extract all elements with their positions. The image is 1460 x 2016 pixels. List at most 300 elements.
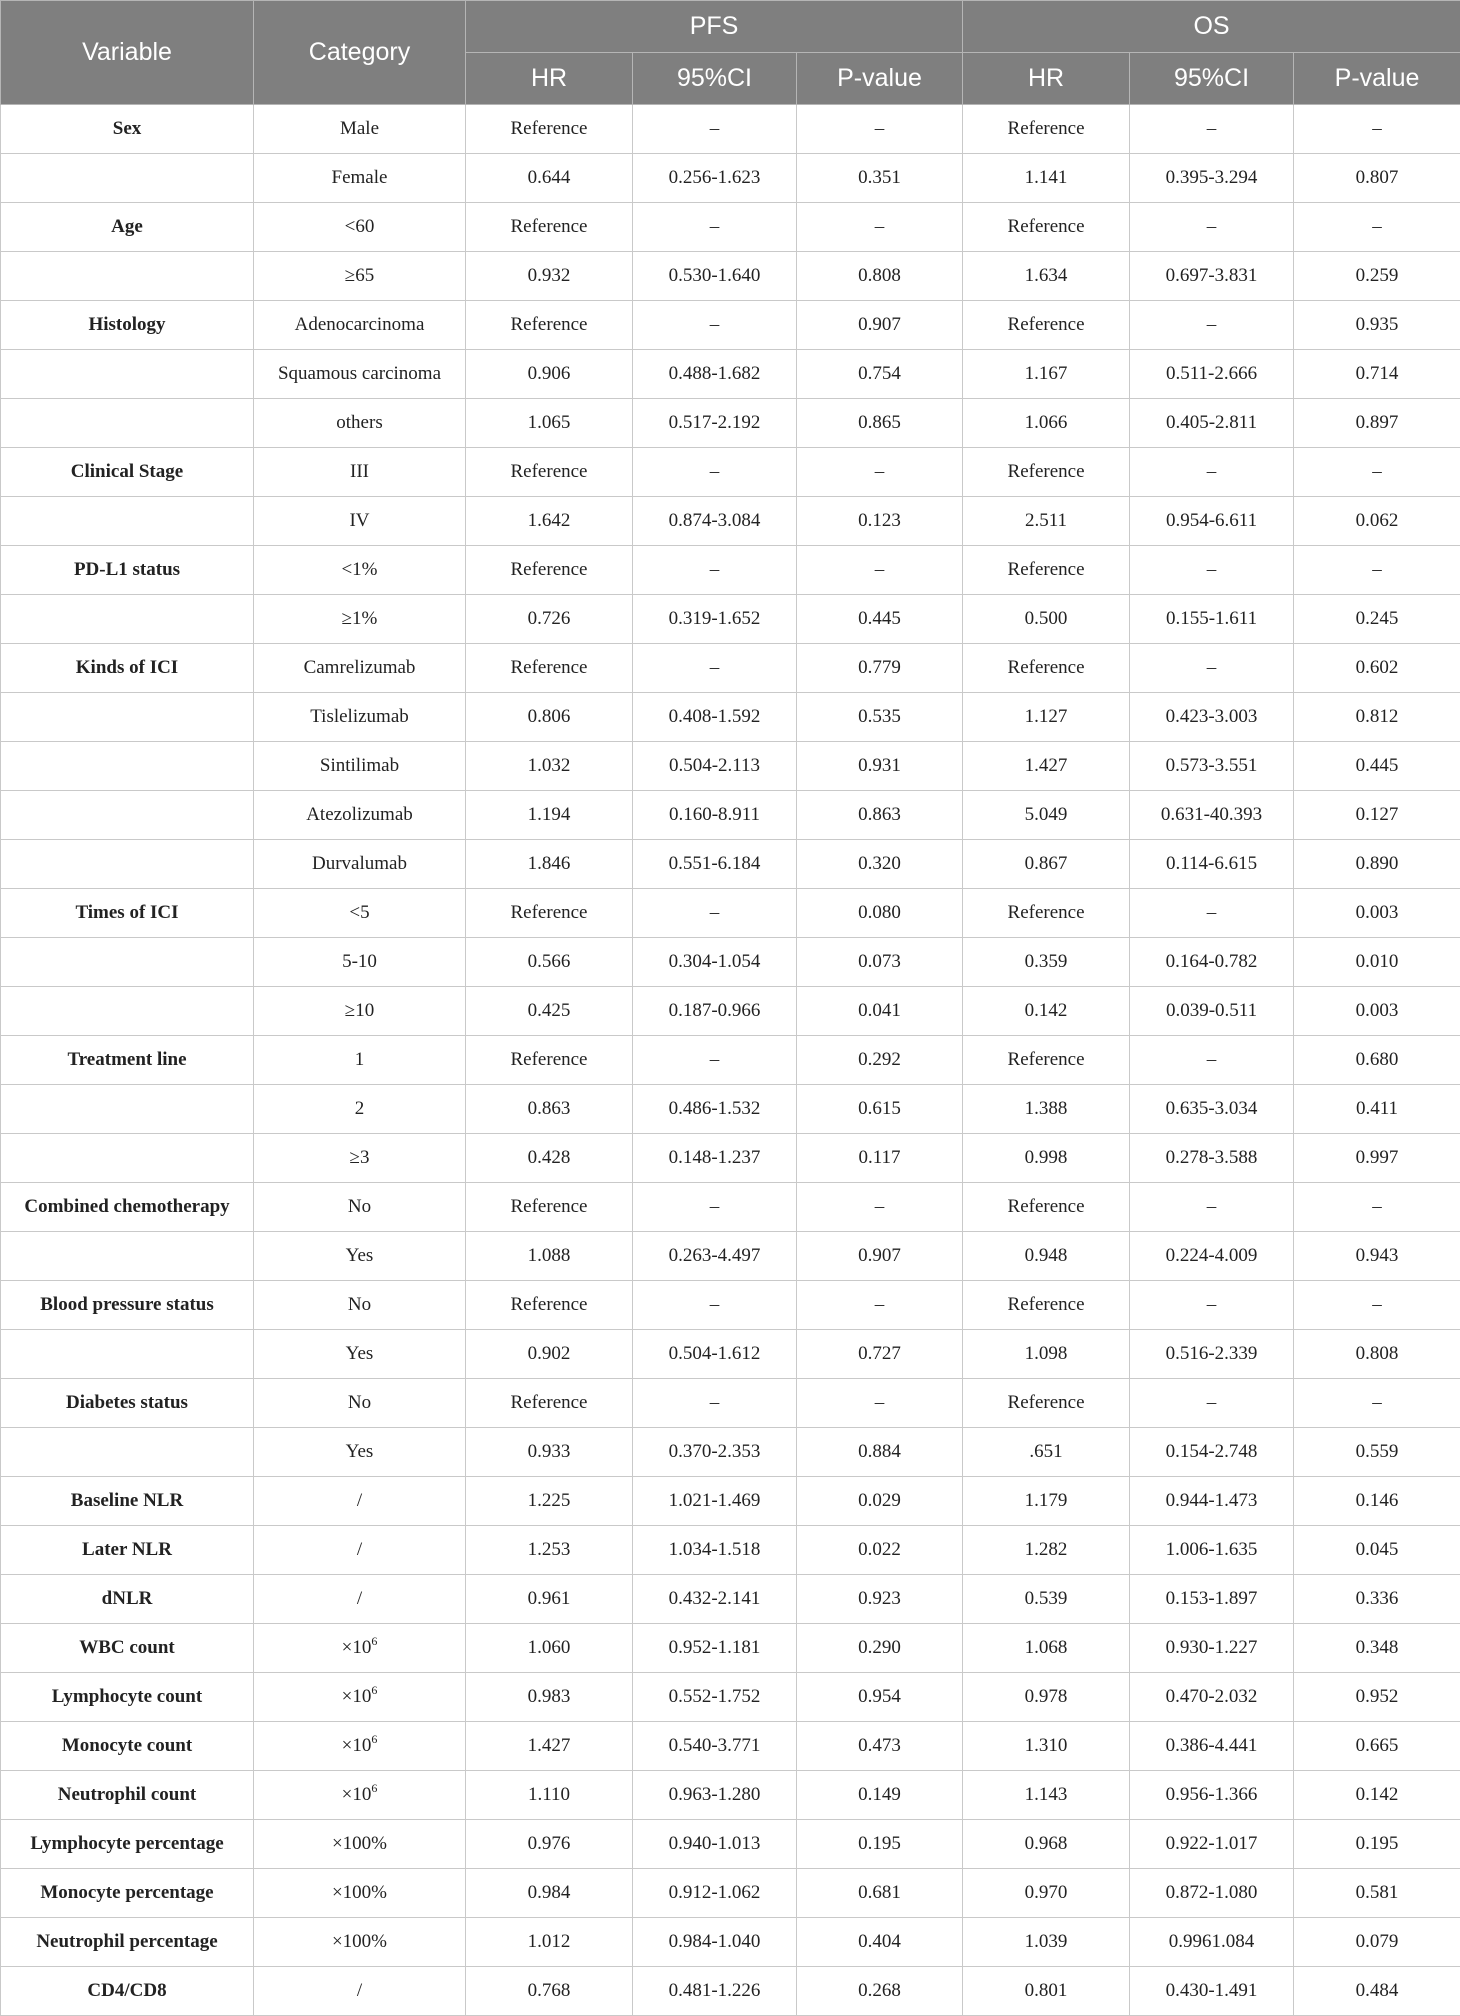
category-cell: / [254, 1967, 466, 2016]
pfs-p-cell: 0.123 [797, 497, 963, 546]
category-cell: <60 [254, 203, 466, 252]
category-cell: ×100% [254, 1869, 466, 1918]
os-hr-cell: Reference [963, 546, 1130, 595]
os-p-cell: 0.812 [1294, 693, 1460, 742]
os-ci-cell: 0.386-4.441 [1130, 1722, 1294, 1771]
variable-cell [1, 938, 254, 987]
category-cell: Yes [254, 1232, 466, 1281]
os-p-cell: – [1294, 203, 1460, 252]
os-p-cell: 0.245 [1294, 595, 1460, 644]
table-row [1, 938, 1460, 987]
os-ci-cell: 0.395-3.294 [1130, 154, 1294, 203]
os-ci-cell: 0.423-3.003 [1130, 693, 1294, 742]
variable-cell: Monocyte percentage [1, 1869, 254, 1918]
pfs-p-cell: – [797, 1281, 963, 1330]
table-row [1, 203, 1460, 252]
pfs-ci-cell: – [633, 301, 797, 350]
table-row [1, 301, 1460, 350]
os-p-cell: 0.411 [1294, 1085, 1460, 1134]
category-cell: ≥3 [254, 1134, 466, 1183]
header-variable: Variable [1, 1, 254, 105]
variable-cell [1, 742, 254, 791]
variable-cell: Lymphocyte count [1, 1673, 254, 1722]
pfs-ci-cell: 0.940-1.013 [633, 1820, 797, 1869]
pfs-ci-cell: 0.963-1.280 [633, 1771, 797, 1820]
pfs-hr-cell: 0.983 [466, 1673, 633, 1722]
table-row [1, 1722, 1460, 1771]
os-ci-cell: 0.039-0.511 [1130, 987, 1294, 1036]
pfs-p-cell: 0.117 [797, 1134, 963, 1183]
os-p-cell: 0.581 [1294, 1869, 1460, 1918]
os-p-cell: 0.714 [1294, 350, 1460, 399]
exponent: 6 [371, 1634, 377, 1648]
category-cell: Squamous carcinoma [254, 350, 466, 399]
pfs-p-cell: 0.863 [797, 791, 963, 840]
category-cell: ≥65 [254, 252, 466, 301]
os-hr-cell: 1.634 [963, 252, 1130, 301]
pfs-p-cell: 0.954 [797, 1673, 963, 1722]
os-hr-cell: 0.968 [963, 1820, 1130, 1869]
exponent: 6 [371, 1781, 377, 1795]
pfs-ci-cell: – [633, 1183, 797, 1232]
os-hr-cell: .651 [963, 1428, 1130, 1477]
pfs-hr-cell: Reference [466, 1036, 633, 1085]
pfs-hr-cell: 0.976 [466, 1820, 633, 1869]
os-hr-cell: 0.998 [963, 1134, 1130, 1183]
os-ci-cell: 0.516-2.339 [1130, 1330, 1294, 1379]
pfs-p-cell: 0.149 [797, 1771, 963, 1820]
pfs-p-cell: 0.290 [797, 1624, 963, 1673]
variable-cell: Treatment line [1, 1036, 254, 1085]
category-cell: 5-10 [254, 938, 466, 987]
category-text: ×10 [342, 1686, 372, 1707]
category-cell: Camrelizumab [254, 644, 466, 693]
category-cell: Yes [254, 1330, 466, 1379]
os-hr-cell: 1.141 [963, 154, 1130, 203]
variable-cell [1, 595, 254, 644]
os-ci-cell: 0.930-1.227 [1130, 1624, 1294, 1673]
os-ci-cell: 0.944-1.473 [1130, 1477, 1294, 1526]
category-cell: No [254, 1183, 466, 1232]
os-p-cell: 0.943 [1294, 1232, 1460, 1281]
table-row [1, 1918, 1460, 1967]
pfs-hr-cell: 0.961 [466, 1575, 633, 1624]
table-row [1, 791, 1460, 840]
pfs-hr-cell: 1.060 [466, 1624, 633, 1673]
pfs-p-cell: 0.195 [797, 1820, 963, 1869]
table-row [1, 693, 1460, 742]
os-hr-cell: 1.068 [963, 1624, 1130, 1673]
variable-cell: Sex [1, 105, 254, 154]
table-row [1, 1967, 1460, 2016]
pfs-p-cell: 0.445 [797, 595, 963, 644]
pfs-hr-cell: 0.806 [466, 693, 633, 742]
pfs-ci-cell: 0.551-6.184 [633, 840, 797, 889]
category-text: ×10 [342, 1735, 372, 1756]
os-ci-cell: 0.164-0.782 [1130, 938, 1294, 987]
category-cell: Female [254, 154, 466, 203]
table-row [1, 1330, 1460, 1379]
pfs-p-cell: 0.029 [797, 1477, 963, 1526]
table-row [1, 1085, 1460, 1134]
pfs-hr-cell: 0.428 [466, 1134, 633, 1183]
pfs-ci-cell: – [633, 448, 797, 497]
os-ci-cell: 0.697-3.831 [1130, 252, 1294, 301]
pfs-hr-cell: 0.644 [466, 154, 633, 203]
pfs-p-cell: 0.931 [797, 742, 963, 791]
os-ci-cell: 0.954-6.611 [1130, 497, 1294, 546]
os-ci-cell: – [1130, 1379, 1294, 1428]
pfs-p-cell: 0.779 [797, 644, 963, 693]
os-p-cell: 0.680 [1294, 1036, 1460, 1085]
pfs-ci-cell: – [633, 105, 797, 154]
os-hr-cell: Reference [963, 889, 1130, 938]
table-row [1, 105, 1460, 154]
variable-cell [1, 1428, 254, 1477]
pfs-hr-cell: 1.846 [466, 840, 633, 889]
pfs-p-cell: – [797, 105, 963, 154]
category-cell [254, 1722, 466, 1771]
os-ci-cell: 0.278-3.588 [1130, 1134, 1294, 1183]
os-hr-cell: Reference [963, 1281, 1130, 1330]
table-row [1, 1575, 1460, 1624]
category-cell [254, 1673, 466, 1722]
table-row [1, 1477, 1460, 1526]
os-hr-cell: 1.039 [963, 1918, 1130, 1967]
os-hr-cell: 1.179 [963, 1477, 1130, 1526]
category-cell: 2 [254, 1085, 466, 1134]
pfs-p-cell: 0.535 [797, 693, 963, 742]
pfs-ci-cell: – [633, 644, 797, 693]
variable-cell: Baseline NLR [1, 1477, 254, 1526]
table-row [1, 1673, 1460, 1722]
os-ci-cell: 0.155-1.611 [1130, 595, 1294, 644]
pfs-ci-cell: 0.952-1.181 [633, 1624, 797, 1673]
table-row [1, 1624, 1460, 1673]
pfs-hr-cell: 0.425 [466, 987, 633, 1036]
pfs-hr-cell: Reference [466, 644, 633, 693]
pfs-p-cell: 0.268 [797, 1967, 963, 2016]
pfs-p-cell: – [797, 546, 963, 595]
category-cell: Durvalumab [254, 840, 466, 889]
category-cell: Sintilimab [254, 742, 466, 791]
os-ci-cell: – [1130, 644, 1294, 693]
os-hr-cell: 1.167 [963, 350, 1130, 399]
pfs-p-cell: – [797, 1183, 963, 1232]
table-row [1, 1526, 1460, 1575]
category-cell: / [254, 1526, 466, 1575]
os-ci-cell: 0.114-6.615 [1130, 840, 1294, 889]
category-cell: Tislelizumab [254, 693, 466, 742]
os-ci-cell: – [1130, 1281, 1294, 1330]
category-cell: ≥10 [254, 987, 466, 1036]
pfs-ci-cell: 0.256-1.623 [633, 154, 797, 203]
pfs-ci-cell: 0.148-1.237 [633, 1134, 797, 1183]
os-ci-cell: 0.511-2.666 [1130, 350, 1294, 399]
pfs-ci-cell: – [633, 1379, 797, 1428]
table-row [1, 1036, 1460, 1085]
pfs-hr-cell: Reference [466, 889, 633, 938]
header-category: Category [254, 1, 466, 105]
pfs-ci-cell: 1.021-1.469 [633, 1477, 797, 1526]
os-p-cell: 0.935 [1294, 301, 1460, 350]
pfs-hr-cell: 1.427 [466, 1722, 633, 1771]
table-row [1, 1281, 1460, 1330]
category-cell: IV [254, 497, 466, 546]
os-ci-cell: 0.153-1.897 [1130, 1575, 1294, 1624]
os-ci-cell: 0.9961.084 [1130, 1918, 1294, 1967]
pfs-hr-cell: 1.088 [466, 1232, 633, 1281]
pfs-ci-cell: 0.263-4.497 [633, 1232, 797, 1281]
os-hr-cell: Reference [963, 105, 1130, 154]
pfs-ci-cell: 0.874-3.084 [633, 497, 797, 546]
pfs-hr-cell: 0.933 [466, 1428, 633, 1477]
category-cell: ≥1% [254, 595, 466, 644]
pfs-p-cell: 0.351 [797, 154, 963, 203]
exponent: 6 [371, 1683, 377, 1697]
variable-cell: Later NLR [1, 1526, 254, 1575]
variable-cell: Clinical Stage [1, 448, 254, 497]
pfs-hr-cell: 1.642 [466, 497, 633, 546]
header-pfs-hr: HR [466, 53, 633, 105]
pfs-ci-cell: 0.370-2.353 [633, 1428, 797, 1477]
variable-cell [1, 497, 254, 546]
os-hr-cell: Reference [963, 448, 1130, 497]
pfs-p-cell: 0.292 [797, 1036, 963, 1085]
pfs-p-cell: 0.754 [797, 350, 963, 399]
os-p-cell: 0.010 [1294, 938, 1460, 987]
os-ci-cell: 0.635-3.034 [1130, 1085, 1294, 1134]
os-ci-cell: 0.956-1.366 [1130, 1771, 1294, 1820]
table-row [1, 889, 1460, 938]
os-hr-cell: 1.143 [963, 1771, 1130, 1820]
table-row [1, 1771, 1460, 1820]
header-os-p: P-value [1294, 53, 1460, 105]
category-cell: ×100% [254, 1820, 466, 1869]
os-ci-cell: – [1130, 301, 1294, 350]
table-row [1, 987, 1460, 1036]
table-row [1, 1183, 1460, 1232]
pfs-hr-cell: 0.906 [466, 350, 633, 399]
variable-cell: Diabetes status [1, 1379, 254, 1428]
os-hr-cell: Reference [963, 1379, 1130, 1428]
os-ci-cell: – [1130, 1036, 1294, 1085]
pfs-ci-cell: 1.034-1.518 [633, 1526, 797, 1575]
os-ci-cell: – [1130, 1183, 1294, 1232]
os-hr-cell: 1.388 [963, 1085, 1130, 1134]
pfs-hr-cell: 1.253 [466, 1526, 633, 1575]
pfs-hr-cell: Reference [466, 448, 633, 497]
header-os-hr: HR [963, 53, 1130, 105]
category-cell: No [254, 1281, 466, 1330]
table-row [1, 1428, 1460, 1477]
os-p-cell: 0.142 [1294, 1771, 1460, 1820]
pfs-hr-cell: Reference [466, 105, 633, 154]
table-row [1, 350, 1460, 399]
table-row [1, 399, 1460, 448]
os-p-cell: 0.897 [1294, 399, 1460, 448]
os-hr-cell: 1.310 [963, 1722, 1130, 1771]
variable-cell: Times of ICI [1, 889, 254, 938]
os-ci-cell: – [1130, 889, 1294, 938]
pfs-ci-cell: – [633, 546, 797, 595]
pfs-p-cell: 0.727 [797, 1330, 963, 1379]
variable-cell [1, 154, 254, 203]
variable-cell: PD-L1 status [1, 546, 254, 595]
table-row [1, 840, 1460, 889]
pfs-hr-cell: Reference [466, 546, 633, 595]
category-cell: others [254, 399, 466, 448]
variable-cell [1, 252, 254, 301]
pfs-p-cell: 0.681 [797, 1869, 963, 1918]
os-hr-cell: 0.142 [963, 987, 1130, 1036]
variable-cell [1, 987, 254, 1036]
pfs-hr-cell: 0.726 [466, 595, 633, 644]
os-ci-cell: 0.154-2.748 [1130, 1428, 1294, 1477]
pfs-p-cell: 0.041 [797, 987, 963, 1036]
os-p-cell: 0.445 [1294, 742, 1460, 791]
variable-cell: Histology [1, 301, 254, 350]
pfs-p-cell: – [797, 1379, 963, 1428]
pfs-ci-cell: 0.304-1.054 [633, 938, 797, 987]
os-ci-cell: 0.224-4.009 [1130, 1232, 1294, 1281]
table-row [1, 1232, 1460, 1281]
variable-cell [1, 791, 254, 840]
pfs-p-cell: 0.907 [797, 301, 963, 350]
pfs-p-cell: 0.080 [797, 889, 963, 938]
table-row [1, 1379, 1460, 1428]
pfs-hr-cell: Reference [466, 1183, 633, 1232]
variable-cell: Monocyte count [1, 1722, 254, 1771]
pfs-p-cell: 0.320 [797, 840, 963, 889]
pfs-ci-cell: – [633, 889, 797, 938]
os-hr-cell: 1.282 [963, 1526, 1130, 1575]
table-row [1, 742, 1460, 791]
pfs-hr-cell: 0.932 [466, 252, 633, 301]
variable-cell: Kinds of ICI [1, 644, 254, 693]
os-p-cell: 0.484 [1294, 1967, 1460, 2016]
category-text: ×10 [342, 1784, 372, 1805]
os-p-cell: 0.808 [1294, 1330, 1460, 1379]
pfs-hr-cell: Reference [466, 203, 633, 252]
os-p-cell: 0.079 [1294, 1918, 1460, 1967]
os-hr-cell: 2.511 [963, 497, 1130, 546]
pfs-hr-cell: Reference [466, 301, 633, 350]
os-p-cell: 0.602 [1294, 644, 1460, 693]
table-row [1, 497, 1460, 546]
os-ci-cell: 0.631-40.393 [1130, 791, 1294, 840]
os-p-cell: – [1294, 105, 1460, 154]
header-group-os: OS [963, 1, 1460, 53]
pfs-p-cell: 0.073 [797, 938, 963, 987]
variable-cell [1, 350, 254, 399]
os-hr-cell: Reference [963, 301, 1130, 350]
category-cell [254, 1771, 466, 1820]
table-row [1, 595, 1460, 644]
variable-cell [1, 399, 254, 448]
pfs-p-cell: 0.615 [797, 1085, 963, 1134]
category-cell [254, 1624, 466, 1673]
os-hr-cell: 0.978 [963, 1673, 1130, 1722]
os-p-cell: 0.003 [1294, 889, 1460, 938]
os-ci-cell: 0.470-2.032 [1130, 1673, 1294, 1722]
pfs-hr-cell: 1.065 [466, 399, 633, 448]
pfs-hr-cell: Reference [466, 1379, 633, 1428]
variable-cell [1, 693, 254, 742]
os-hr-cell: 0.801 [963, 1967, 1130, 2016]
category-cell: 1 [254, 1036, 466, 1085]
pfs-hr-cell: Reference [466, 1281, 633, 1330]
os-hr-cell: 1.427 [963, 742, 1130, 791]
pfs-ci-cell: 0.481-1.226 [633, 1967, 797, 2016]
pfs-ci-cell: 0.984-1.040 [633, 1918, 797, 1967]
pfs-hr-cell: 1.012 [466, 1918, 633, 1967]
pfs-ci-cell: 0.552-1.752 [633, 1673, 797, 1722]
variable-cell: Combined chemotherapy [1, 1183, 254, 1232]
os-ci-cell: 0.872-1.080 [1130, 1869, 1294, 1918]
category-cell: ×100% [254, 1918, 466, 1967]
pfs-p-cell: 0.923 [797, 1575, 963, 1624]
os-ci-cell: – [1130, 203, 1294, 252]
variable-cell: Age [1, 203, 254, 252]
os-p-cell: 0.559 [1294, 1428, 1460, 1477]
os-p-cell: – [1294, 1281, 1460, 1330]
pfs-ci-cell: 0.540-3.771 [633, 1722, 797, 1771]
table-row [1, 546, 1460, 595]
os-p-cell: – [1294, 546, 1460, 595]
os-ci-cell: – [1130, 448, 1294, 497]
pfs-p-cell: 0.473 [797, 1722, 963, 1771]
table-row [1, 154, 1460, 203]
variable-cell: Lymphocyte percentage [1, 1820, 254, 1869]
os-p-cell: 0.336 [1294, 1575, 1460, 1624]
os-hr-cell: Reference [963, 644, 1130, 693]
os-ci-cell: 0.430-1.491 [1130, 1967, 1294, 2016]
category-cell: / [254, 1477, 466, 1526]
os-p-cell: 0.062 [1294, 497, 1460, 546]
header-group-pfs: PFS [466, 1, 963, 53]
os-p-cell: 0.807 [1294, 154, 1460, 203]
os-p-cell: – [1294, 1379, 1460, 1428]
category-cell: Adenocarcinoma [254, 301, 466, 350]
table-row [1, 448, 1460, 497]
pfs-ci-cell: 0.319-1.652 [633, 595, 797, 644]
pfs-p-cell: 0.907 [797, 1232, 963, 1281]
pfs-p-cell: 0.404 [797, 1918, 963, 1967]
pfs-ci-cell: 0.486-1.532 [633, 1085, 797, 1134]
variable-cell: Neutrophil percentage [1, 1918, 254, 1967]
os-p-cell: – [1294, 1183, 1460, 1232]
pfs-ci-cell: 0.187-0.966 [633, 987, 797, 1036]
pfs-ci-cell: 0.504-1.612 [633, 1330, 797, 1379]
pfs-ci-cell: – [633, 1281, 797, 1330]
table-row [1, 1869, 1460, 1918]
os-p-cell: 0.348 [1294, 1624, 1460, 1673]
os-hr-cell: Reference [963, 203, 1130, 252]
pfs-ci-cell: 0.408-1.592 [633, 693, 797, 742]
variable-cell [1, 1330, 254, 1379]
os-p-cell: 0.890 [1294, 840, 1460, 889]
pfs-ci-cell: 0.530-1.640 [633, 252, 797, 301]
table-row [1, 252, 1460, 301]
os-p-cell: 0.195 [1294, 1820, 1460, 1869]
pfs-p-cell: 0.865 [797, 399, 963, 448]
header-os-ci: 95%CI [1130, 53, 1294, 105]
header-pfs-ci: 95%CI [633, 53, 797, 105]
pfs-hr-cell: 0.863 [466, 1085, 633, 1134]
os-hr-cell: 0.948 [963, 1232, 1130, 1281]
os-p-cell: 0.045 [1294, 1526, 1460, 1575]
